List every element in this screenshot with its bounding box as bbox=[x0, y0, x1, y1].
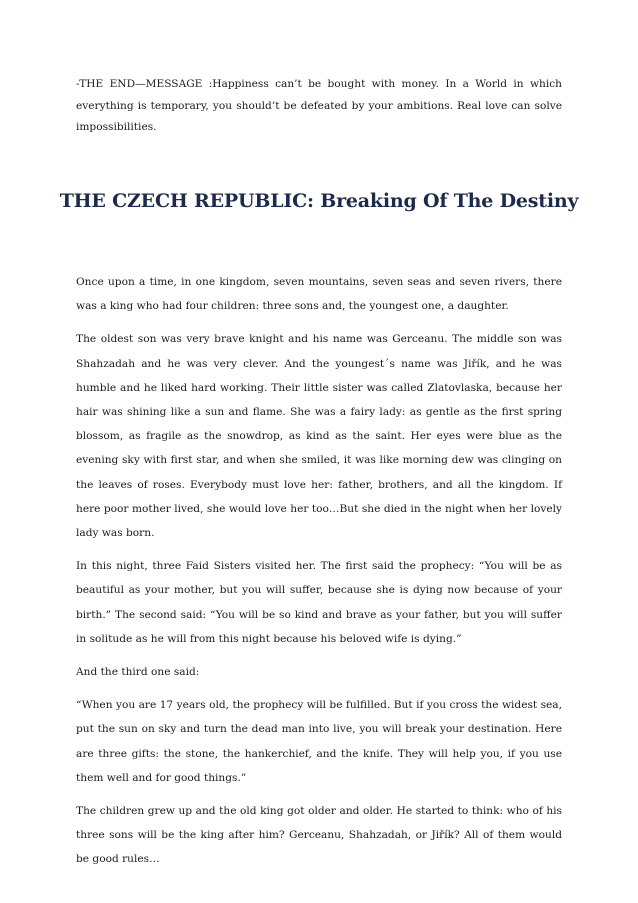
story-title: THE CZECH REPUBLIC: Breaking Of The Destiny bbox=[59, 190, 579, 212]
story-paragraph-5: “When you are 17 years old, the prophecy will be fulfilled. But if you cross the widest sea, put the sun on sky and turn the dead man into live, you will break your destination. Here are three gifts: the stone, the hankerchief, and the knife. They will help you, if you use them well and for good things.” bbox=[76, 699, 562, 784]
story-paragraph-1: Once upon a time, in one kingdom, seven mountains, seven seas and seven rivers, there was a king who had four children: three sons and, the youngest one, a daughter. bbox=[76, 276, 562, 313]
story-paragraph-4: And the third one said: bbox=[76, 666, 200, 679]
story-paragraph-2: The oldest son was very brave knight and his name was Gerceanu. The middle son was Shahzadah and he was very clever. And the youngest´s name was Jiřík, and he was humble and he liked hard working. Their little sister was called Zlatovlaska, because her hair was shining like a sun and flame. She was a fairy lady: as gentle as the first spring blossom, as fragile as the snowdrop, as kind as the saint. Her eyes were blue as the evening sky with first star, and when she smiled, it was like morning dew was clinging on the leaves of roses. Everybody must love her: father, brothers, and all the kingdom. If here poor mother lived, she would love her too…But she died in the night when her lovely lady was born. bbox=[76, 333, 562, 540]
story-paragraph-6: The children grew up and the old king got older and older. He started to think: who of his three sons will be the king after him? Gerceanu, Shahzadah, or Jiřík? All of them would be good rules… bbox=[76, 805, 562, 866]
story-paragraph-3: In this night, three Faid Sisters visited her. The first said the prophecy: “You will be as beautiful as your mother, but you will suffer, because she is dying now because of your birth.” The second said: “You will be so kind and brave as your father, but you will suffer in solitude as he will from this night because his beloved wife is dying.” bbox=[76, 560, 562, 645]
intro-paragraph: -THE END—MESSAGE :Happiness can’t be bought with money. In a World in which everything is temporary, you should’t be defeated by your ambitions. Real love can solve impossibilities. bbox=[76, 78, 562, 133]
story-body bbox=[76, 270, 562, 881]
